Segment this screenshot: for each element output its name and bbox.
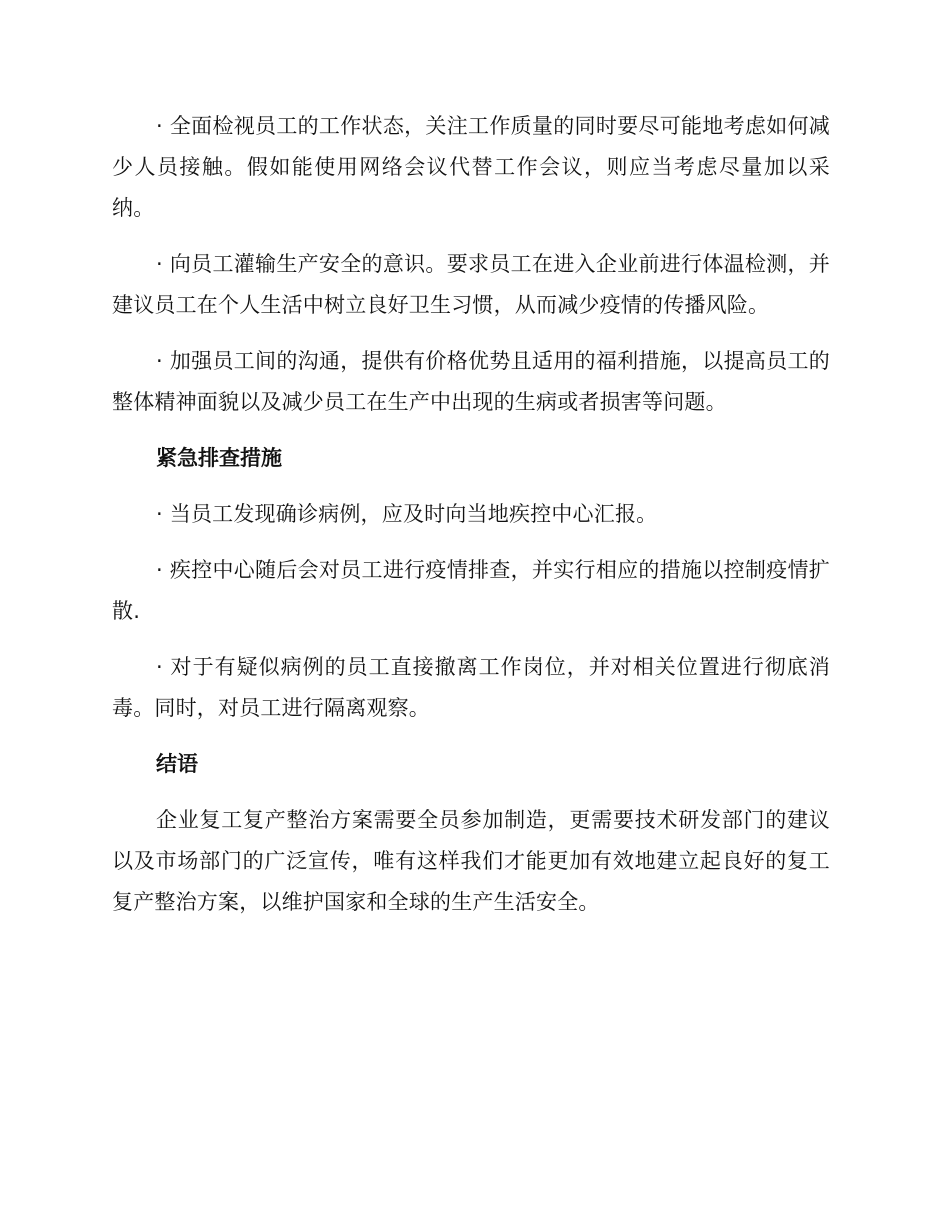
- conclusion-heading: 结语: [156, 752, 198, 776]
- emergency-bullet-2: · 疾控中心随后会对员工进行疫情排查，并实行相应的措施以控制疫情扩散.: [112, 558, 830, 623]
- measure-bullet-2: · 向员工灌输生产安全的意识。要求员工在进入企业前进行体温检测，并建议员工在个人生活中树立良好卫生习惯，从而减少疫情的传播风险。: [112, 252, 830, 317]
- measure-bullet-3: · 加强员工间的沟通，提供有价格优势且适用的福利措施，以提高员工的整体精神面貌以及减少员工在生产中出现的生病或者损害等问题。: [112, 349, 830, 414]
- document-body: [112, 106, 830, 938]
- emergency-heading: 紧急排查措施: [156, 446, 282, 470]
- emergency-bullet-1: · 当员工发现确诊病例，应及时向当地疾控中心汇报。: [156, 502, 658, 526]
- measure-bullet-1: · 全面检视员工的工作状态，关注工作质量的同时要尽可能地考虑如何减少人员接触。假如能使用网络会议代替工作会议，则应当考虑尽量加以采纳。: [112, 114, 830, 220]
- conclusion-paragraph: 企业复工复产整治方案需要全员参加制造，更需要技术研发部门的建议以及市场部门的广泛宣传，唯有这样我们才能更加有效地建立起良好的复工复产整治方案，以维护国家和全球的生产生活安全。: [112, 808, 830, 914]
- emergency-bullet-3: · 对于有疑似病例的员工直接撤离工作岗位，并对相关位置进行彻底消毒。同时，对员工进行隔离观察。: [112, 655, 830, 720]
